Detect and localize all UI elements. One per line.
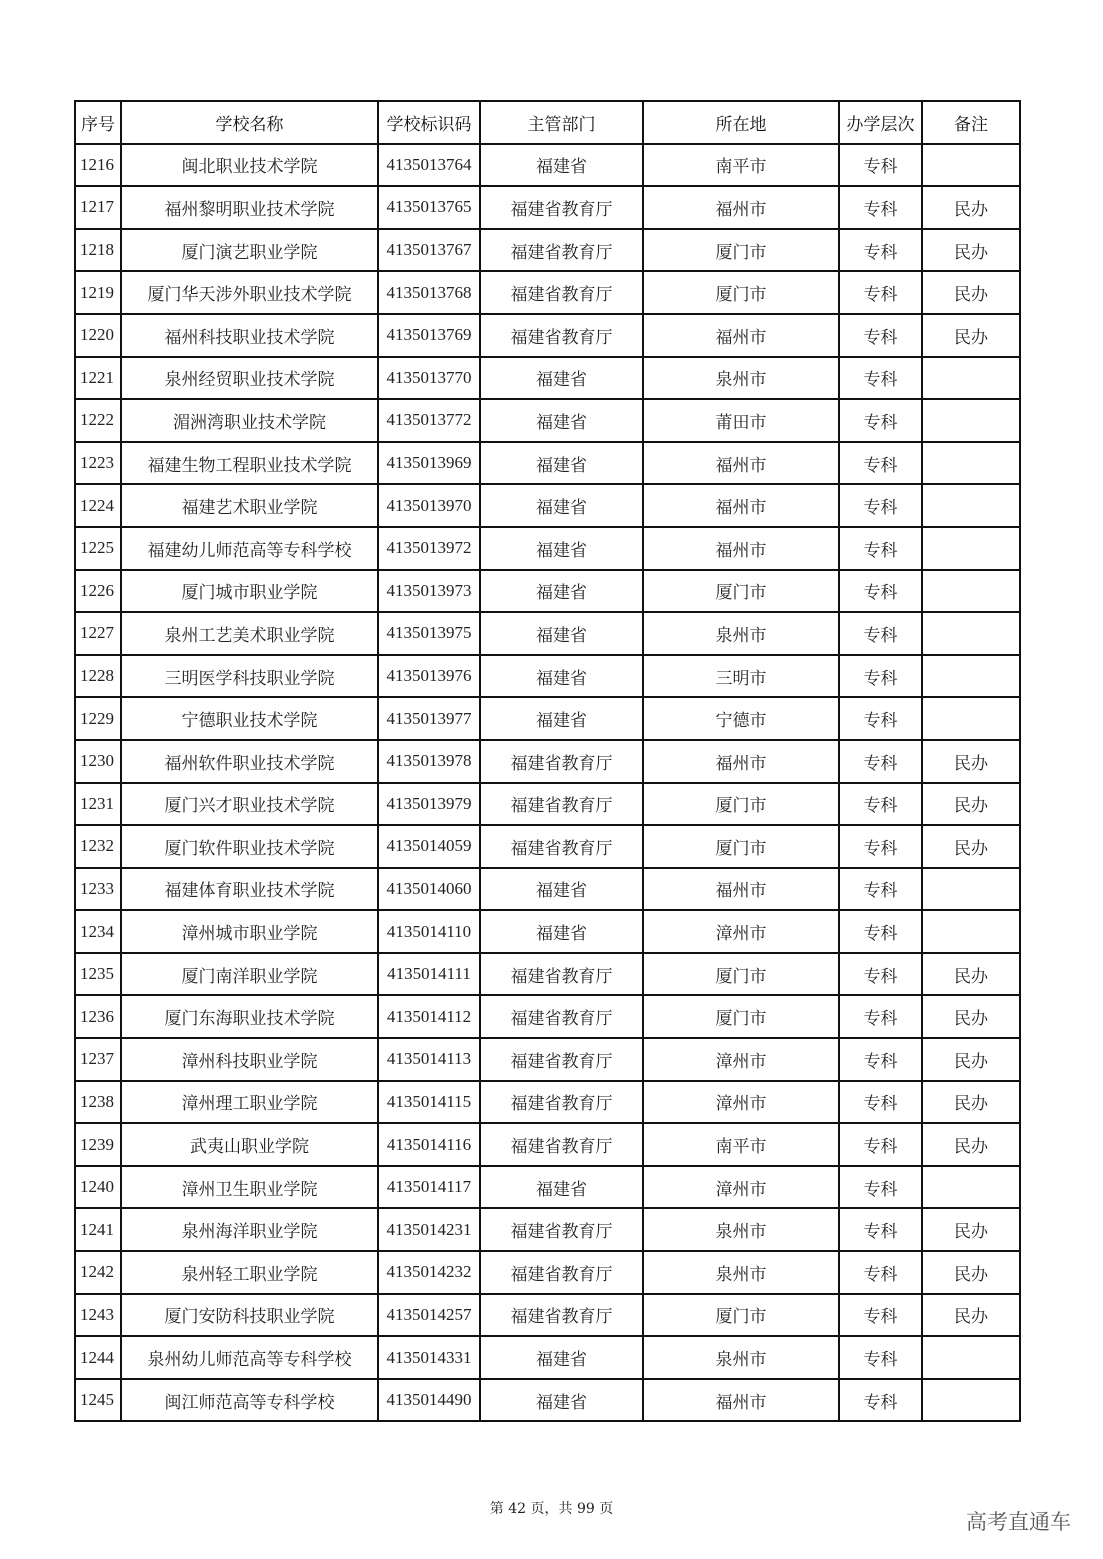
cell-school-name: 厦门演艺职业学院	[121, 229, 378, 272]
cell-department: 福建省	[480, 868, 643, 911]
cell-school-name: 厦门东海职业技术学院	[121, 995, 378, 1038]
schools-table	[74, 100, 1021, 1422]
watermark: 高考直通车	[966, 1510, 1071, 1534]
cell-school-code: 4135014111	[378, 953, 480, 996]
cell-location: 漳州市	[643, 910, 839, 953]
cell-school-name: 泉州经贸职业技术学院	[121, 357, 378, 400]
header-location: 所在地	[643, 101, 839, 144]
cell-remark	[922, 442, 1020, 485]
cell-remark: 民办	[922, 1123, 1020, 1166]
cell-school-code: 4135014257	[378, 1294, 480, 1337]
cell-remark: 民办	[922, 825, 1020, 868]
cell-school-name: 福建生物工程职业技术学院	[121, 442, 378, 485]
cell-department: 福建省教育厅	[480, 1251, 643, 1294]
cell-location: 厦门市	[643, 271, 839, 314]
cell-department: 福建省	[480, 910, 643, 953]
cell-seq: 1237	[75, 1038, 121, 1081]
cell-seq: 1227	[75, 612, 121, 655]
cell-remark: 民办	[922, 783, 1020, 826]
cell-location: 南平市	[643, 1123, 839, 1166]
cell-school-code: 4135013975	[378, 612, 480, 655]
cell-seq: 1225	[75, 527, 121, 570]
cell-level: 专科	[839, 271, 922, 314]
cell-seq: 1226	[75, 570, 121, 613]
cell-seq: 1235	[75, 953, 121, 996]
cell-school-code: 4135013970	[378, 484, 480, 527]
table-row	[75, 144, 1020, 187]
cell-school-code: 4135014116	[378, 1123, 480, 1166]
cell-level: 专科	[839, 314, 922, 357]
cell-level: 专科	[839, 229, 922, 272]
cell-department: 福建省	[480, 399, 643, 442]
cell-location: 宁德市	[643, 697, 839, 740]
cell-level: 专科	[839, 995, 922, 1038]
cell-school-name: 闽江师范高等专科学校	[121, 1379, 378, 1422]
cell-school-code: 4135014490	[378, 1379, 480, 1422]
cell-school-name: 福州科技职业技术学院	[121, 314, 378, 357]
header-school-code: 学校标识码	[378, 101, 480, 144]
cell-seq: 1240	[75, 1166, 121, 1209]
cell-location: 泉州市	[643, 612, 839, 655]
cell-remark: 民办	[922, 995, 1020, 1038]
table-row	[75, 825, 1020, 868]
cell-seq: 1221	[75, 357, 121, 400]
cell-level: 专科	[839, 1123, 922, 1166]
cell-school-name: 福州黎明职业技术学院	[121, 186, 378, 229]
table-row	[75, 1336, 1020, 1379]
cell-department: 福建省教育厅	[480, 995, 643, 1038]
cell-seq: 1224	[75, 484, 121, 527]
cell-location: 厦门市	[643, 1294, 839, 1337]
cell-school-code: 4135014110	[378, 910, 480, 953]
cell-school-code: 4135014112	[378, 995, 480, 1038]
table-row	[75, 527, 1020, 570]
cell-seq: 1244	[75, 1336, 121, 1379]
cell-school-name: 泉州幼儿师范高等专科学校	[121, 1336, 378, 1379]
table-row	[75, 655, 1020, 698]
cell-level: 专科	[839, 357, 922, 400]
cell-level: 专科	[839, 570, 922, 613]
cell-department: 福建省	[480, 1166, 643, 1209]
cell-school-name: 三明医学科技职业学院	[121, 655, 378, 698]
cell-seq: 1234	[75, 910, 121, 953]
cell-department: 福建省教育厅	[480, 740, 643, 783]
cell-school-code: 4135013972	[378, 527, 480, 570]
cell-school-code: 4135014115	[378, 1081, 480, 1124]
cell-seq: 1238	[75, 1081, 121, 1124]
cell-school-name: 福建艺术职业学院	[121, 484, 378, 527]
cell-seq: 1239	[75, 1123, 121, 1166]
cell-remark: 民办	[922, 186, 1020, 229]
cell-location: 厦门市	[643, 229, 839, 272]
cell-department: 福建省教育厅	[480, 1294, 643, 1337]
cell-remark: 民办	[922, 271, 1020, 314]
cell-school-name: 泉州海洋职业学院	[121, 1208, 378, 1251]
cell-school-name: 武夷山职业学院	[121, 1123, 378, 1166]
cell-level: 专科	[839, 612, 922, 655]
cell-location: 福州市	[643, 484, 839, 527]
cell-school-name: 厦门南洋职业学院	[121, 953, 378, 996]
cell-level: 专科	[839, 1208, 922, 1251]
cell-remark: 民办	[922, 1208, 1020, 1251]
cell-department: 福建省教育厅	[480, 825, 643, 868]
cell-school-code: 4135013768	[378, 271, 480, 314]
table-row	[75, 612, 1020, 655]
cell-department: 福建省	[480, 1379, 643, 1422]
page-number: 第 42 页，共 99 页	[489, 1501, 614, 1517]
cell-remark	[922, 399, 1020, 442]
cell-location: 厦门市	[643, 570, 839, 613]
cell-school-name: 漳州科技职业学院	[121, 1038, 378, 1081]
cell-school-code: 4135013765	[378, 186, 480, 229]
cell-location: 福州市	[643, 527, 839, 570]
cell-seq: 1229	[75, 697, 121, 740]
cell-seq: 1236	[75, 995, 121, 1038]
cell-level: 专科	[839, 1081, 922, 1124]
cell-department: 福建省教育厅	[480, 271, 643, 314]
cell-location: 三明市	[643, 655, 839, 698]
table-row	[75, 910, 1020, 953]
header-remark: 备注	[922, 101, 1020, 144]
cell-seq: 1233	[75, 868, 121, 911]
cell-location: 福州市	[643, 740, 839, 783]
cell-level: 专科	[839, 1379, 922, 1422]
cell-location: 福州市	[643, 442, 839, 485]
table-row	[75, 1379, 1020, 1422]
cell-location: 福州市	[643, 314, 839, 357]
cell-location: 莆田市	[643, 399, 839, 442]
cell-seq: 1217	[75, 186, 121, 229]
cell-school-name: 厦门城市职业学院	[121, 570, 378, 613]
cell-remark	[922, 570, 1020, 613]
cell-level: 专科	[839, 697, 922, 740]
table-row	[75, 570, 1020, 613]
cell-remark	[922, 527, 1020, 570]
cell-school-name: 福建幼儿师范高等专科学校	[121, 527, 378, 570]
table-row	[75, 314, 1020, 357]
cell-school-code: 4135013767	[378, 229, 480, 272]
cell-remark	[922, 144, 1020, 187]
cell-location: 厦门市	[643, 953, 839, 996]
cell-school-name: 厦门安防科技职业学院	[121, 1294, 378, 1337]
cell-level: 专科	[839, 825, 922, 868]
table-row	[75, 399, 1020, 442]
cell-school-code: 4135014060	[378, 868, 480, 911]
header-seq: 序号	[75, 101, 121, 144]
cell-department: 福建省教育厅	[480, 1208, 643, 1251]
cell-seq: 1242	[75, 1251, 121, 1294]
cell-department: 福建省教育厅	[480, 783, 643, 826]
table-row	[75, 271, 1020, 314]
cell-school-name: 闽北职业技术学院	[121, 144, 378, 187]
cell-school-name: 湄洲湾职业技术学院	[121, 399, 378, 442]
cell-remark: 民办	[922, 1081, 1020, 1124]
cell-school-code: 4135013979	[378, 783, 480, 826]
cell-remark: 民办	[922, 740, 1020, 783]
cell-department: 福建省	[480, 612, 643, 655]
cell-remark: 民办	[922, 1038, 1020, 1081]
cell-school-code: 4135014231	[378, 1208, 480, 1251]
table-row	[75, 740, 1020, 783]
cell-level: 专科	[839, 1294, 922, 1337]
cell-level: 专科	[839, 527, 922, 570]
cell-level: 专科	[839, 1251, 922, 1294]
table-row	[75, 697, 1020, 740]
table-row	[75, 1294, 1020, 1337]
cell-remark: 民办	[922, 1294, 1020, 1337]
cell-school-name: 漳州卫生职业学院	[121, 1166, 378, 1209]
cell-seq: 1222	[75, 399, 121, 442]
cell-school-code: 4135014113	[378, 1038, 480, 1081]
cell-school-code: 4135013978	[378, 740, 480, 783]
cell-school-code: 4135013770	[378, 357, 480, 400]
cell-seq: 1220	[75, 314, 121, 357]
cell-department: 福建省	[480, 527, 643, 570]
table-row	[75, 1251, 1020, 1294]
header-department: 主管部门	[480, 101, 643, 144]
cell-school-name: 漳州理工职业学院	[121, 1081, 378, 1124]
cell-seq: 1232	[75, 825, 121, 868]
cell-department: 福建省	[480, 442, 643, 485]
cell-department: 福建省	[480, 1336, 643, 1379]
cell-level: 专科	[839, 186, 922, 229]
cell-school-name: 厦门软件职业技术学院	[121, 825, 378, 868]
table-row	[75, 783, 1020, 826]
cell-level: 专科	[839, 442, 922, 485]
table-row	[75, 357, 1020, 400]
cell-level: 专科	[839, 953, 922, 996]
cell-location: 福州市	[643, 868, 839, 911]
cell-level: 专科	[839, 910, 922, 953]
table-row	[75, 1081, 1020, 1124]
cell-seq: 1219	[75, 271, 121, 314]
cell-level: 专科	[839, 868, 922, 911]
cell-seq: 1241	[75, 1208, 121, 1251]
table-header-row	[75, 101, 1020, 144]
cell-seq: 1230	[75, 740, 121, 783]
cell-location: 福州市	[643, 1379, 839, 1422]
cell-remark	[922, 484, 1020, 527]
cell-school-name: 福州软件职业技术学院	[121, 740, 378, 783]
cell-remark	[922, 612, 1020, 655]
cell-department: 福建省	[480, 655, 643, 698]
cell-seq: 1228	[75, 655, 121, 698]
cell-department: 福建省	[480, 357, 643, 400]
cell-remark: 民办	[922, 1251, 1020, 1294]
cell-level: 专科	[839, 1166, 922, 1209]
cell-school-code: 4135013973	[378, 570, 480, 613]
cell-school-name: 宁德职业技术学院	[121, 697, 378, 740]
cell-school-code: 4135014117	[378, 1166, 480, 1209]
cell-school-name: 厦门华天涉外职业技术学院	[121, 271, 378, 314]
cell-level: 专科	[839, 740, 922, 783]
cell-level: 专科	[839, 484, 922, 527]
cell-school-name: 厦门兴才职业技术学院	[121, 783, 378, 826]
cell-remark: 民办	[922, 953, 1020, 996]
table-row	[75, 953, 1020, 996]
cell-level: 专科	[839, 144, 922, 187]
cell-location: 南平市	[643, 144, 839, 187]
cell-school-name: 泉州工艺美术职业学院	[121, 612, 378, 655]
cell-location: 泉州市	[643, 357, 839, 400]
cell-school-code: 4135013969	[378, 442, 480, 485]
table-body	[75, 144, 1020, 1422]
cell-remark: 民办	[922, 314, 1020, 357]
cell-seq: 1218	[75, 229, 121, 272]
cell-level: 专科	[839, 655, 922, 698]
cell-department: 福建省	[480, 484, 643, 527]
cell-remark	[922, 357, 1020, 400]
cell-remark	[922, 868, 1020, 911]
cell-department: 福建省教育厅	[480, 1081, 643, 1124]
cell-level: 专科	[839, 1336, 922, 1379]
cell-location: 厦门市	[643, 825, 839, 868]
cell-school-code: 4135014059	[378, 825, 480, 868]
cell-location: 漳州市	[643, 1081, 839, 1124]
cell-school-code: 4135014331	[378, 1336, 480, 1379]
cell-remark	[922, 1379, 1020, 1422]
header-level: 办学层次	[839, 101, 922, 144]
table-row	[75, 229, 1020, 272]
cell-department: 福建省教育厅	[480, 1123, 643, 1166]
table-row	[75, 995, 1020, 1038]
cell-school-code: 4135013764	[378, 144, 480, 187]
cell-remark	[922, 1336, 1020, 1379]
cell-department: 福建省教育厅	[480, 186, 643, 229]
cell-seq: 1223	[75, 442, 121, 485]
cell-level: 专科	[839, 399, 922, 442]
cell-school-code: 4135014232	[378, 1251, 480, 1294]
cell-seq: 1243	[75, 1294, 121, 1337]
cell-seq: 1216	[75, 144, 121, 187]
cell-school-code: 4135013976	[378, 655, 480, 698]
cell-location: 漳州市	[643, 1038, 839, 1081]
table-row	[75, 186, 1020, 229]
cell-remark	[922, 655, 1020, 698]
cell-location: 厦门市	[643, 783, 839, 826]
cell-location: 福州市	[643, 186, 839, 229]
table-row	[75, 868, 1020, 911]
table-row	[75, 1166, 1020, 1209]
cell-department: 福建省	[480, 697, 643, 740]
cell-school-code: 4135013772	[378, 399, 480, 442]
cell-level: 专科	[839, 783, 922, 826]
cell-school-name: 福建体育职业技术学院	[121, 868, 378, 911]
header-school-name: 学校名称	[121, 101, 378, 144]
cell-remark: 民办	[922, 229, 1020, 272]
cell-department: 福建省教育厅	[480, 1038, 643, 1081]
cell-school-name: 漳州城市职业学院	[121, 910, 378, 953]
cell-seq: 1231	[75, 783, 121, 826]
table-row	[75, 1123, 1020, 1166]
table-row	[75, 1208, 1020, 1251]
table-row	[75, 484, 1020, 527]
table-row	[75, 1038, 1020, 1081]
cell-department: 福建省	[480, 570, 643, 613]
cell-location: 厦门市	[643, 995, 839, 1038]
cell-location: 泉州市	[643, 1336, 839, 1379]
cell-remark	[922, 1166, 1020, 1209]
cell-school-code: 4135013977	[378, 697, 480, 740]
cell-school-name: 泉州轻工职业学院	[121, 1251, 378, 1294]
cell-location: 泉州市	[643, 1208, 839, 1251]
cell-remark	[922, 910, 1020, 953]
cell-school-code: 4135013769	[378, 314, 480, 357]
cell-remark	[922, 697, 1020, 740]
cell-department: 福建省	[480, 144, 643, 187]
cell-location: 泉州市	[643, 1251, 839, 1294]
cell-department: 福建省教育厅	[480, 953, 643, 996]
cell-level: 专科	[839, 1038, 922, 1081]
cell-department: 福建省教育厅	[480, 314, 643, 357]
cell-location: 漳州市	[643, 1166, 839, 1209]
cell-department: 福建省教育厅	[480, 229, 643, 272]
table-row	[75, 442, 1020, 485]
cell-seq: 1245	[75, 1379, 121, 1422]
